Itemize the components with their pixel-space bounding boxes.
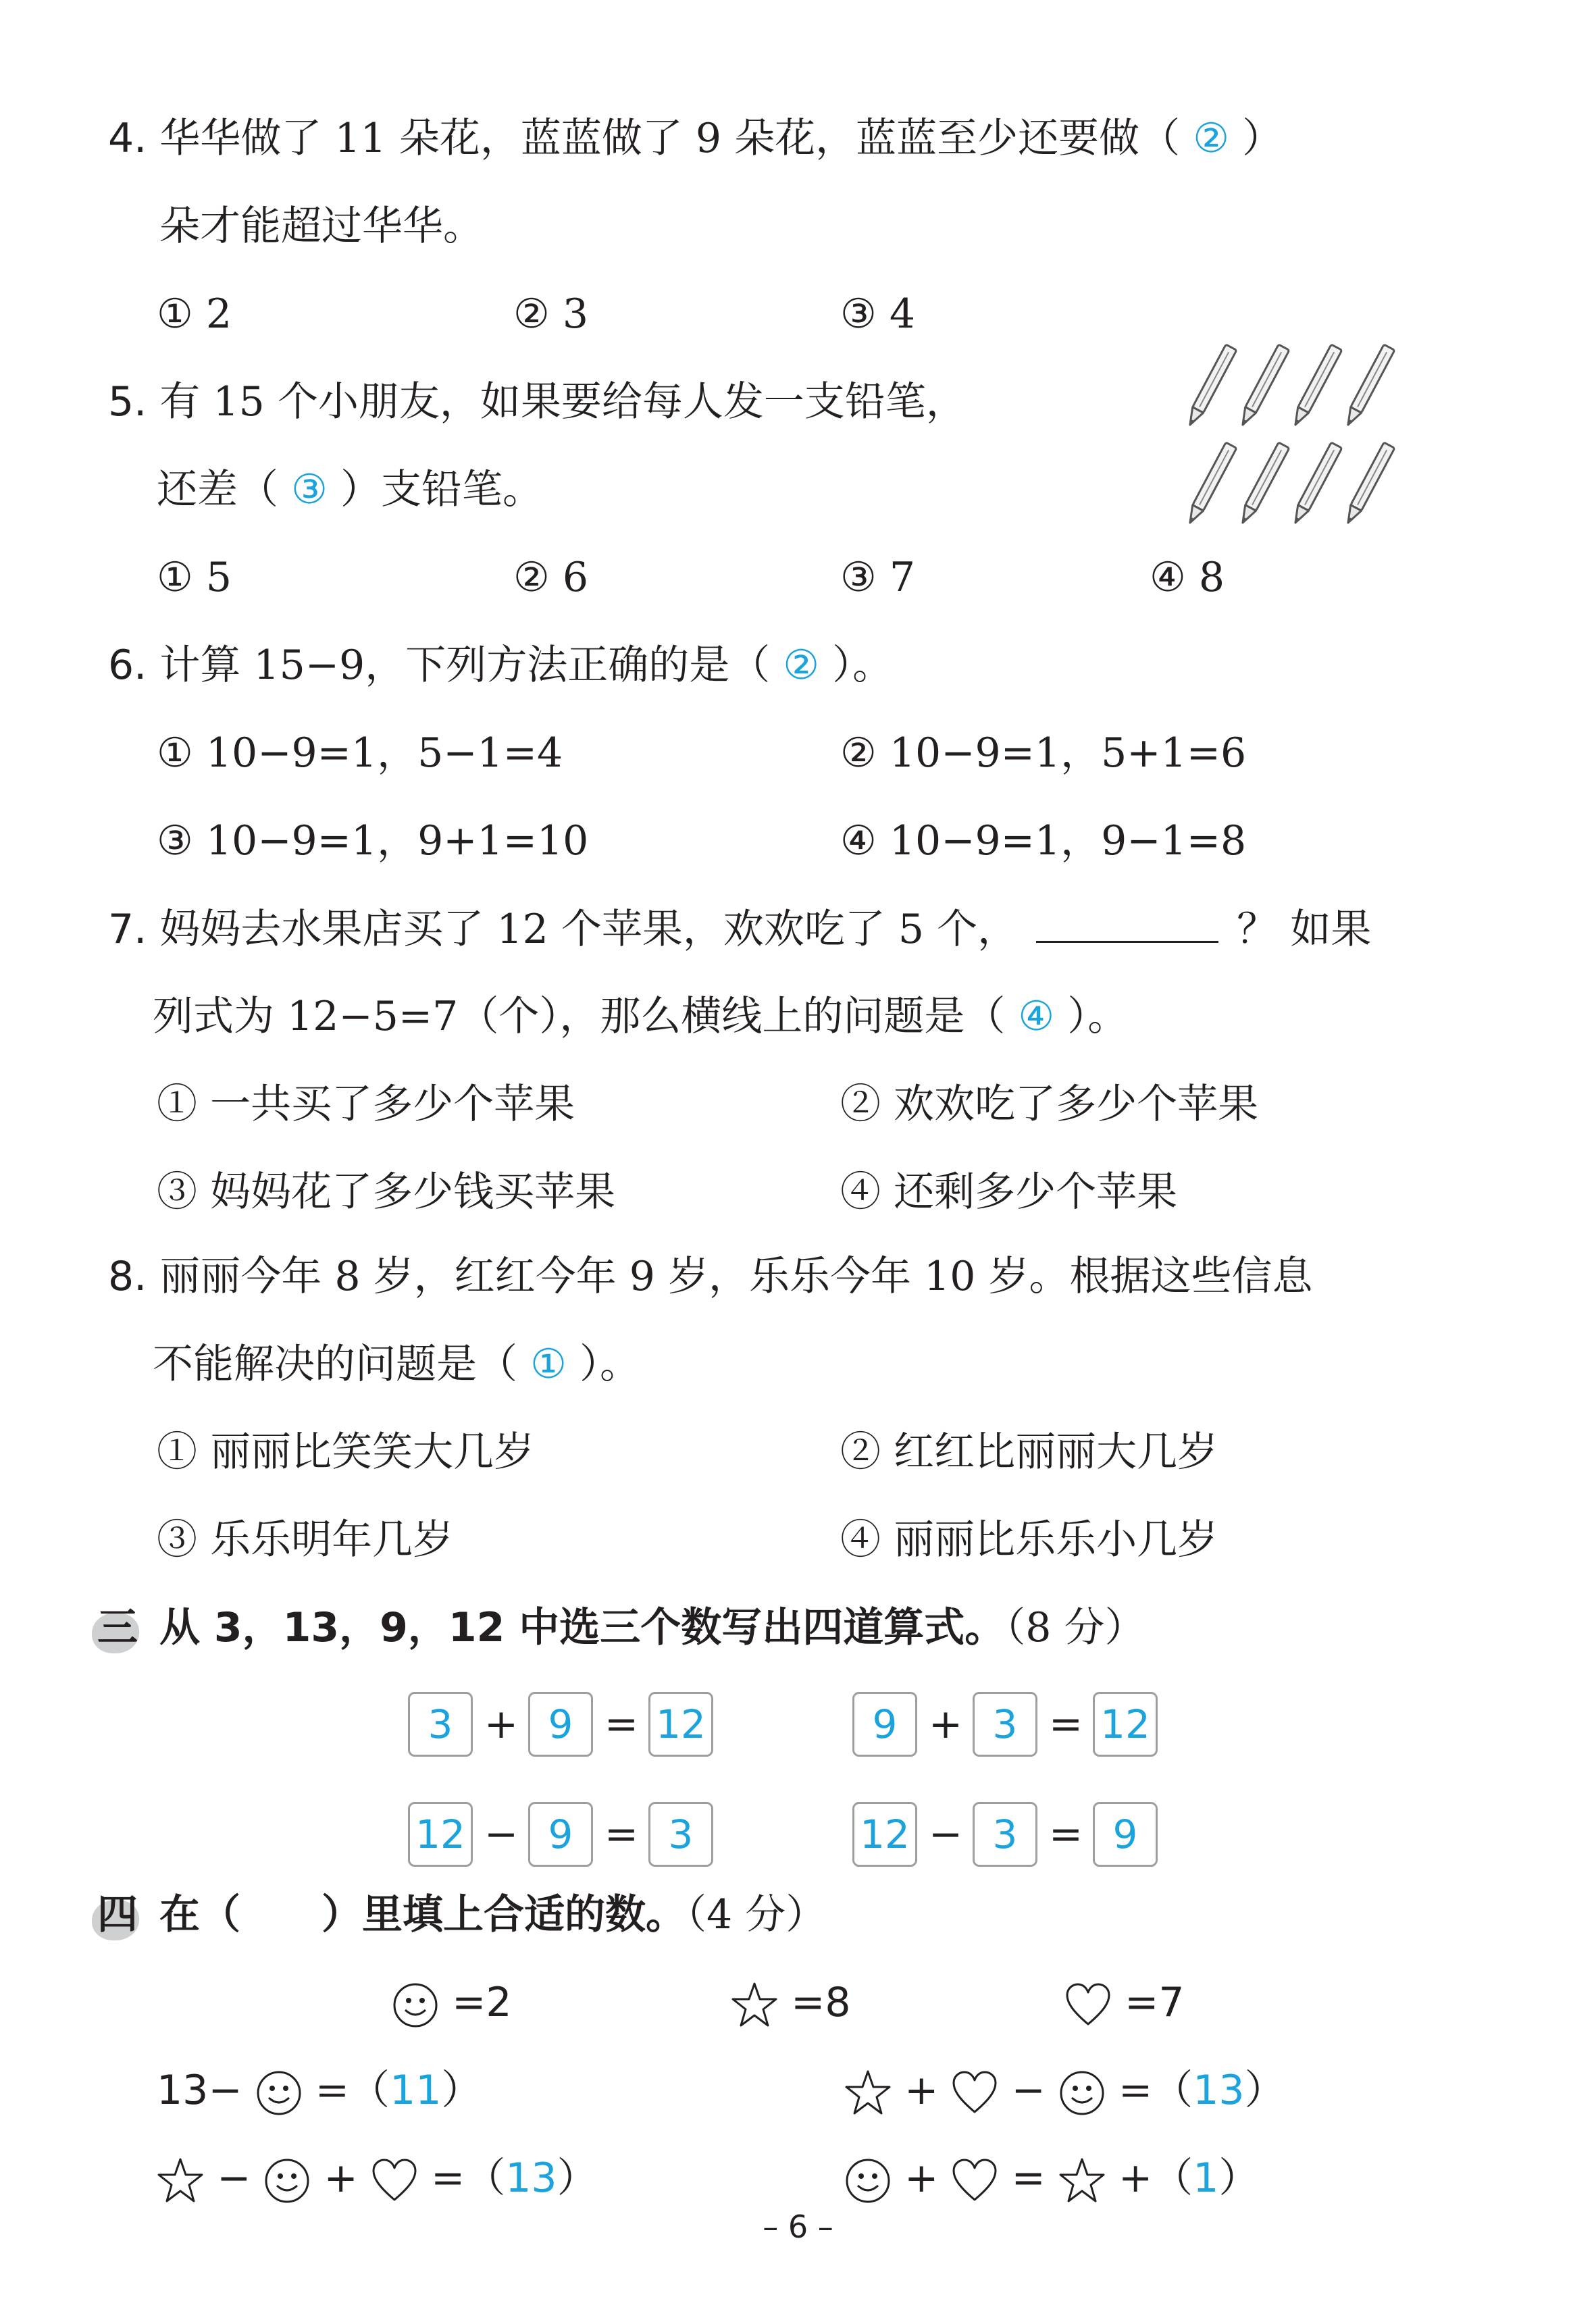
smiley-icon: [844, 2157, 892, 2204]
q8-number: 8.: [108, 1253, 147, 1300]
eq3-box-b: 9: [528, 1802, 593, 1867]
eq2-box-b: 3: [973, 1692, 1037, 1757]
q7-line1: [108, 902, 1371, 956]
eq3-box-a: 12: [408, 1802, 473, 1867]
q6-option-1: ① 10−9=1，5−1=4: [157, 729, 563, 777]
q5-option-3: ③ 7: [840, 554, 916, 601]
p4-answer: 1: [1193, 2155, 1219, 2202]
smiley-icon: [392, 1982, 439, 2029]
q5-line2: [157, 463, 543, 517]
q6-option-4: ④ 10−9=1，9−1=8: [840, 817, 1247, 865]
p2-minus-symbol: −: [1011, 2067, 1046, 2114]
p2-plus-symbol: +: [904, 2067, 939, 2114]
q7-blank-line: [1036, 902, 1218, 943]
q5-text-a: 有 15 个小朋友，如果要给每人发一支铅笔，: [159, 378, 967, 425]
pencil: [1185, 344, 1237, 428]
smiley-icon: [263, 2157, 311, 2204]
q4-option-3: ③ 4: [840, 290, 916, 338]
section-4-points: （4 分）: [686, 1891, 827, 1938]
section-4-title-a: 在（: [159, 1891, 240, 1938]
eq2-box-c: 12: [1093, 1692, 1158, 1757]
q5-option-4: ④ 8: [1150, 554, 1225, 601]
q8-option-3: ③ 乐乐明年几岁: [157, 1516, 454, 1564]
eq1-equals: =: [604, 1701, 639, 1748]
q7-option-3: ③ 妈妈花了多少钱买苹果: [157, 1168, 616, 1216]
smiley-icon: [1058, 2069, 1106, 2117]
eq4-box-c: 9: [1093, 1802, 1158, 1867]
p1-equals: =（: [315, 2067, 390, 2114]
pencils-illustration: [1175, 338, 1405, 540]
section-4-badge-text: 四: [97, 1891, 138, 1938]
q4-option-2: ② 3: [513, 290, 589, 338]
q8-line1: [108, 1249, 1312, 1304]
section-4-title: [159, 1888, 826, 1942]
q7-number: 7.: [108, 906, 147, 953]
q5-text-c: ）支铅笔。: [340, 466, 543, 513]
eq4-operator: −: [928, 1811, 963, 1858]
star-icon: [844, 2069, 892, 2117]
pencil: [1290, 442, 1342, 525]
q5-line1: [108, 375, 967, 429]
problem-4: [844, 2151, 1259, 2205]
pencil: [1290, 344, 1342, 428]
q7-option-1: ① 一共买了多少个苹果: [157, 1081, 575, 1128]
q6-line1: [108, 638, 893, 692]
q5-option-1: ① 5: [157, 554, 232, 601]
q5-option-2: ② 6: [513, 554, 589, 601]
star-icon: [157, 2157, 204, 2204]
q8-option-2: ② 红红比丽丽大几岁: [840, 1428, 1218, 1476]
q5-answer: ③: [291, 466, 328, 513]
pencil: [1343, 442, 1395, 525]
heart-icon: [951, 2069, 998, 2117]
star-icon: [731, 1982, 778, 2029]
def-star: [731, 1976, 851, 2030]
q4-number: 4.: [108, 115, 147, 162]
q6-text-a: 计算 15−9，下列方法正确的是（: [159, 642, 771, 689]
eq3-equals: =: [604, 1811, 639, 1858]
problem-3: [157, 2151, 598, 2205]
eq4-box-a: 12: [852, 1802, 917, 1867]
eq2-equals: =: [1048, 1701, 1083, 1748]
eq1-box-a: 3: [408, 1692, 473, 1757]
q8-text-c: ）。: [579, 1341, 640, 1388]
p3-minus-symbol: −: [217, 2155, 251, 2202]
q7-option-2: ② 欢欢吃了多少个苹果: [840, 1081, 1259, 1128]
eq4-box-b: 3: [973, 1802, 1037, 1867]
section-3-points: （8 分）: [1005, 1604, 1145, 1651]
q4-text-a: 华华做了 11 朵花，蓝蓝做了 9 朵花，蓝蓝至少还要做（: [159, 115, 1181, 162]
q7-answer: ④: [1018, 993, 1055, 1040]
p4-plus: +（: [1118, 2155, 1193, 2202]
p1-answer: 11: [390, 2067, 442, 2114]
problem-2: [844, 2063, 1285, 2117]
heart-icon: [1064, 1982, 1112, 2029]
smiley-icon: [255, 2069, 303, 2117]
def-smile-value: =2: [452, 1979, 512, 2026]
p4-plus-symbol: +: [904, 2155, 939, 2202]
eq2-operator: +: [928, 1701, 963, 1748]
heart-icon: [951, 2157, 998, 2204]
q8-option-4: ④ 丽丽比乐乐小几岁: [840, 1516, 1218, 1564]
q4-option-1: ① 2: [157, 290, 232, 338]
q5-text-b: 还差（: [157, 466, 278, 513]
q8-line2: [153, 1337, 640, 1391]
p3-equals: =（: [430, 2155, 506, 2202]
p1-close: ）: [441, 2067, 482, 2114]
p4-equals-symbol: =: [1011, 2155, 1046, 2202]
pencil: [1185, 442, 1237, 525]
heart-icon: [371, 2157, 418, 2204]
q8-text-a: 丽丽今年 8 岁，红红今年 9 岁，乐乐今年 10 岁。根据这些信息: [159, 1253, 1313, 1300]
eq4-equals: =: [1048, 1811, 1083, 1858]
q6-answer: ②: [783, 642, 820, 689]
eq1-box-b: 9: [528, 1692, 593, 1757]
q6-option-3: ③ 10−9=1，9+1=10: [157, 817, 589, 865]
p3-close: ）: [557, 2155, 598, 2202]
def-star-value: =8: [791, 1979, 851, 2026]
q4-text-b: ）: [1242, 115, 1283, 162]
eq1-box-c: 12: [648, 1692, 713, 1757]
pencil: [1237, 442, 1289, 525]
q7-line2: [153, 989, 1128, 1043]
eq1-operator: +: [484, 1701, 519, 1748]
p3-plus-symbol: +: [324, 2155, 358, 2202]
q6-option-2: ② 10−9=1，5+1=6: [840, 729, 1247, 777]
pencil: [1237, 344, 1289, 428]
q8-answer: ①: [530, 1341, 567, 1388]
p2-answer: 13: [1193, 2067, 1245, 2114]
q7-option-4: ④ 还剩多少个苹果: [840, 1168, 1178, 1216]
section-3-title: [159, 1601, 1145, 1655]
section-4-title-b: ）里填上合适的数。: [321, 1891, 686, 1938]
q4-line1: [108, 111, 1283, 165]
q8-text-b: 不能解决的问题是（: [153, 1341, 517, 1388]
section-3-badge-text: 三: [97, 1604, 138, 1651]
q7-text-c: 列式为 12−5=7（个），那么横线上的问题是（: [153, 993, 1006, 1040]
p4-close: ）: [1218, 2155, 1260, 2202]
q6-number: 6.: [108, 642, 147, 689]
q4-answer: ②: [1193, 115, 1230, 162]
q6-text-b: ）。: [832, 642, 894, 689]
star-icon: [1058, 2157, 1106, 2204]
p1-prefix: 13−: [157, 2067, 242, 2114]
section-4-badge: [92, 1888, 146, 1942]
def-smile: [392, 1976, 512, 2030]
problem-1: [157, 2063, 482, 2117]
q8-option-1: ① 丽丽比笑笑大几岁: [157, 1428, 535, 1476]
q5-number: 5.: [108, 378, 147, 425]
section-3-title-text: 从 3，13，9，12 中选三个数写出四道算式。: [159, 1604, 1006, 1651]
q7-text-d: ）。: [1067, 993, 1129, 1040]
pencil: [1343, 344, 1395, 428]
p2-close: ）: [1244, 2067, 1285, 2114]
def-heart-value: =7: [1125, 1979, 1185, 2026]
q7-text-b: ？ 如果: [1237, 906, 1372, 953]
q4-line2: 朵才能超过华华。: [159, 203, 484, 250]
eq3-operator: −: [484, 1811, 519, 1858]
def-heart: [1064, 1976, 1185, 2030]
q7-text-a: 妈妈去水果店买了 12 个苹果，欢欢吃了 5 个，: [159, 906, 1019, 953]
page-number: – 6 –: [763, 2209, 833, 2245]
p3-answer: 13: [505, 2155, 557, 2202]
section-3-badge: [92, 1601, 146, 1655]
p2-equals: =（: [1118, 2067, 1193, 2114]
eq2-box-a: 9: [852, 1692, 917, 1757]
eq3-box-c: 3: [648, 1802, 713, 1867]
